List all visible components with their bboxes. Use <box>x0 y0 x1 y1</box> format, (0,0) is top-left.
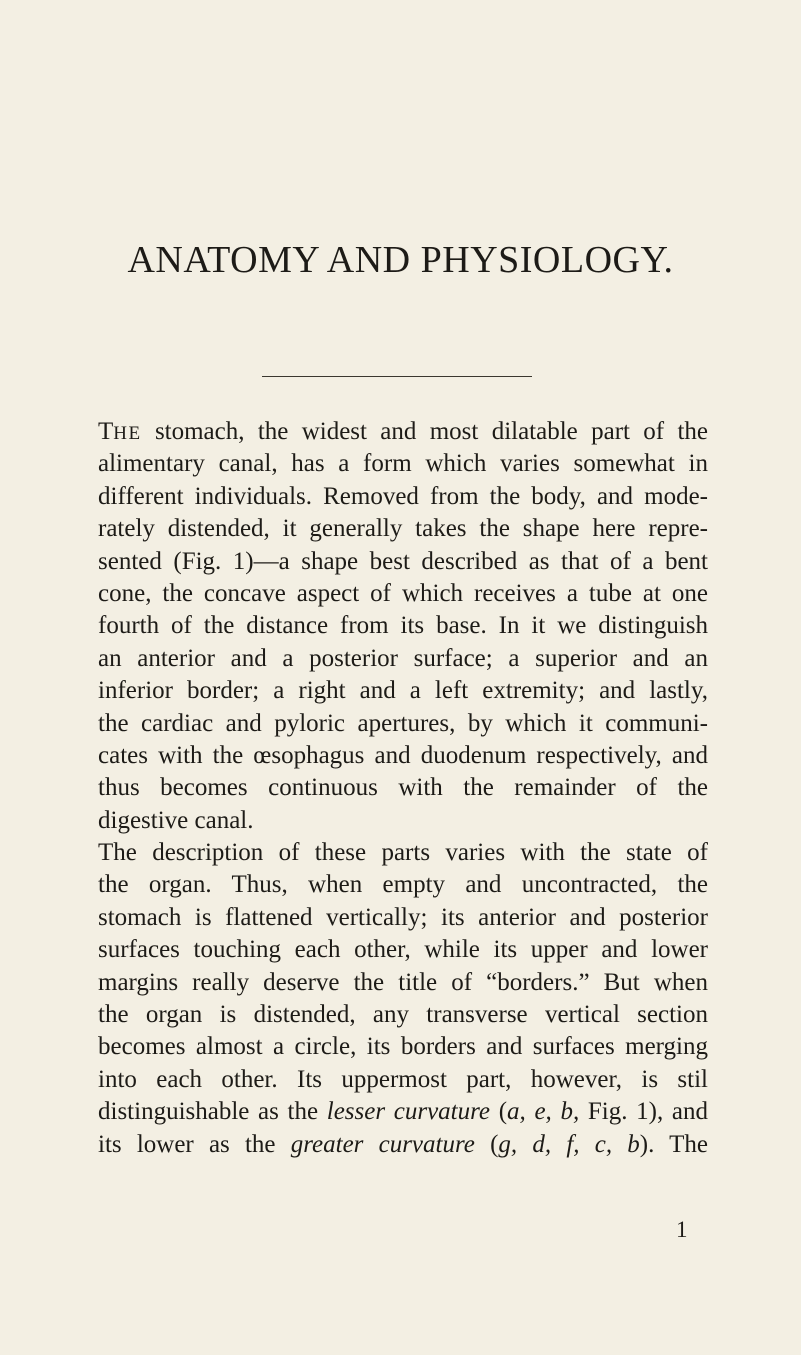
text-line <box>98 416 708 448</box>
text-line: the cardiac and pyloric apertures, by which it communi- <box>98 709 708 737</box>
text-line <box>98 1129 708 1161</box>
figure-letters: g, d, f, c, b <box>498 1130 640 1158</box>
text-line: inferior border; a right and a left extremity; and lastly, <box>98 677 708 705</box>
italic-term: lesser curvature <box>326 1098 491 1126</box>
line-text: its lower as the <box>98 1130 291 1158</box>
text-line: fourth of the distance from its base. In it we distinguish <box>98 612 708 640</box>
text-line: stomach is flattened vertically; its anterior and posterior <box>98 903 708 931</box>
text-line: into each other. Its uppermost part, however, is stil <box>98 1065 708 1093</box>
text-line: an anterior and a posterior surface; a superior and an <box>98 644 708 672</box>
text-line: surfaces touching each other, while its upper and lower <box>98 936 708 964</box>
line-text: distinguishable as the <box>98 1098 327 1126</box>
title-divider <box>262 376 532 377</box>
line-text: stomach, the widest and most dilatable part of the <box>141 418 708 445</box>
body-text <box>98 416 708 1161</box>
text-line: cone, the concave aspect of which receives a tube at one <box>98 579 708 607</box>
text-line: different individuals. Removed from the body, and mode- <box>98 482 708 510</box>
lead-word-smallcaps: HE <box>113 423 142 444</box>
text-line: the organ. Thus, when empty and uncontracted, the <box>98 871 708 899</box>
line-text: Fig. 1), and <box>579 1098 708 1126</box>
page-number: 1 <box>676 1217 688 1242</box>
text-line: The description of these parts varies with the state of <box>98 839 708 867</box>
text-line: becomes almost a circle, its borders and surfaces merging <box>98 1033 708 1061</box>
lead-word-initial: T <box>98 418 114 445</box>
text-line: cates with the œsophagus and duodenum respectively, and <box>98 741 708 769</box>
text-line: digestive canal. <box>98 806 254 834</box>
text-line: margins really deserve the title of “borders.” But when <box>98 968 708 996</box>
line-text: ( <box>474 1130 499 1158</box>
text-line: sented (Fig. 1)—a shape best described as that of a bent <box>98 547 708 575</box>
line-text: ( <box>490 1098 508 1126</box>
text-line <box>98 1096 708 1128</box>
line-text: ). The <box>639 1130 708 1158</box>
text-line: rately distended, it generally takes the shape here repre- <box>98 515 708 543</box>
page-title: ANATOMY AND PHYSIOLOGY. <box>127 239 674 281</box>
text-line: alimentary canal, has a form which varies somewhat in <box>98 450 708 478</box>
text-line: the organ is distended, any transverse vertical section <box>98 1001 708 1029</box>
figure-letters: a, e, b, <box>507 1098 580 1126</box>
text-line: thus becomes continuous with the remainder of the <box>98 774 708 802</box>
italic-term: greater curvature <box>290 1130 475 1158</box>
